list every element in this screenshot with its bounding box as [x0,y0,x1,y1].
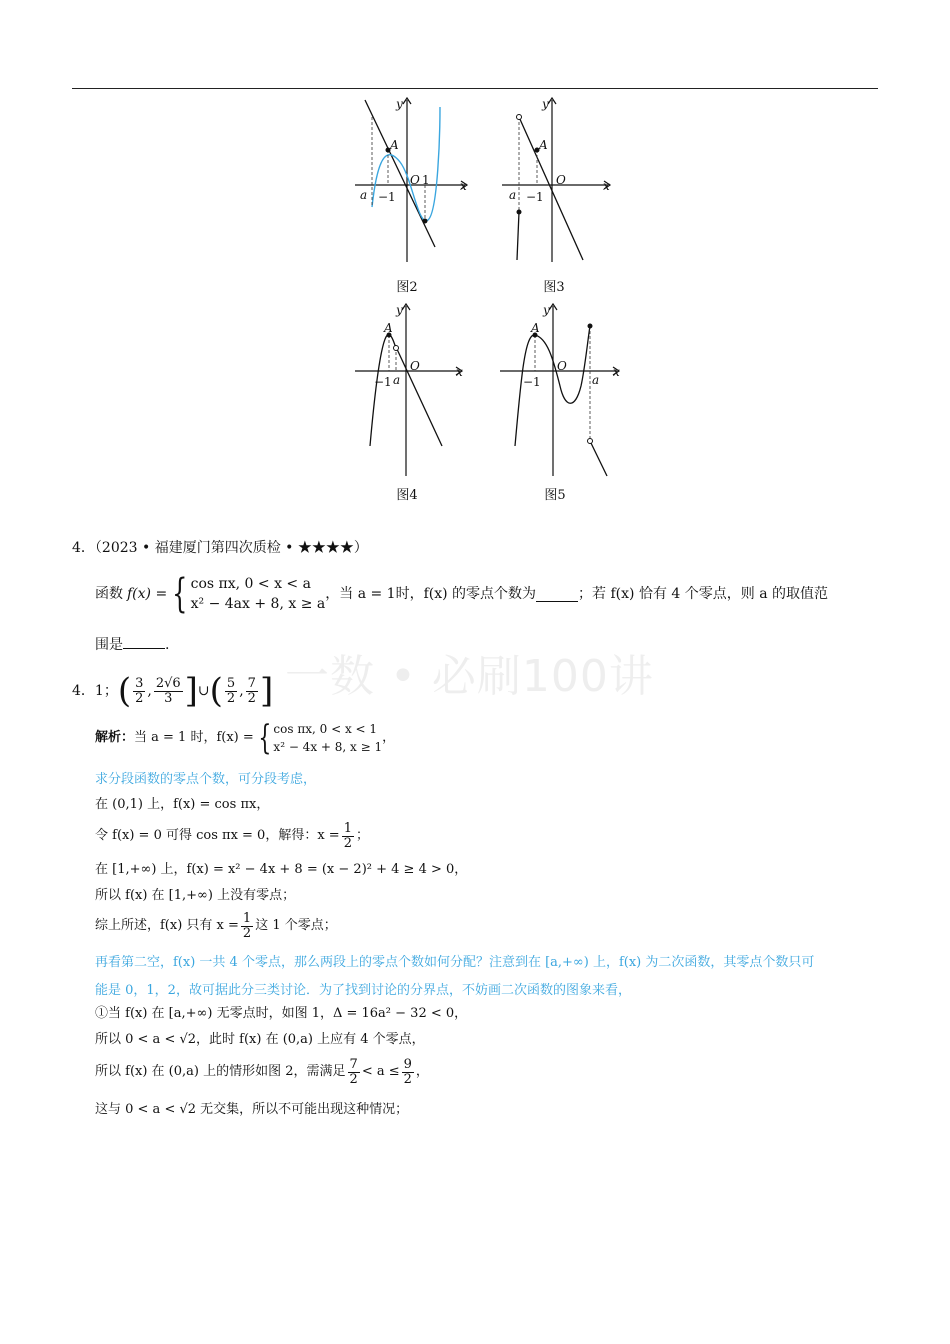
case-1: cos πx, 0 < x < 1 [273,722,378,736]
figure-5-graph [495,298,635,503]
solution-line-7: ①当 f(x) 在 [a,+∞) 无零点时，如图 1，Δ = 16a² − 32 < 0， [95,1006,468,1021]
frac-7-2: $\frac{7}{2}$ [247,675,256,706]
solution-line-3 [95,818,369,854]
case-2: x² − 4x + 8, x ≥ 1 [273,740,383,754]
solution-l3: 令 f(x) = 0 可得 cos πx = 0，解得：x = [95,828,340,843]
hint-1: 求分段函数的零点个数，可分段考虑， [95,772,317,787]
x-axis-label: x [603,179,610,193]
answer-line: 4．1； ( $\frac{3}{2}$ , $\frac{2√6}{3}$ ] ∪ ( $\frac{5}{2}$ , $\frac{7}{2}$ ] [72,671,274,711]
neg1-label: −1 [378,190,396,204]
neg1-label: −1 [374,375,392,389]
frac-1-2: $\frac{1}{2}$ [343,820,352,851]
frac-5-2: $\frac{5}{2}$ [226,675,236,706]
solution-label: 解析： [95,730,135,745]
solution-line-5: 所以 f(x) 在 [1,+∞) 上没有零点； [95,888,296,903]
frac-1-2-b: $\frac{1}{2}$ [242,910,252,941]
point-A-label: A [390,138,399,152]
y-axis-label: y [396,303,403,317]
piecewise-definition: { cos πx, 0 < x < a x² − 4ax + 8, x ≥ a [172,571,326,617]
frac-3-2: $\frac{3}{2}$ [135,675,144,706]
solution-l9-end: ， [415,1064,429,1079]
a-label: a [360,188,368,202]
solution-line-8: 所以 0 < a < √2，此时 f(x) 在 (0,a) 上应有 4 个零点， [95,1032,425,1047]
figure-3-caption: 图3 [543,280,565,295]
point-A-label: A [539,138,548,152]
frac-9-2: $\frac{9}{2}$ [403,1056,412,1087]
question-part-1: ，当 a = 1时，f(x) 的零点个数为 [325,586,537,602]
solution-line-9 [95,1052,429,1092]
y-axis-label: y [396,97,403,111]
figure-5-caption: 图5 [544,488,566,503]
answer-number: 4．1； [72,683,118,699]
question-source: （2023 • 福建厦门第四次质检 • ★★★★） [94,540,368,556]
origin-label: O [410,359,420,373]
one-label: 1 [422,173,430,187]
solution-l9: 所以 f(x) 在 (0,a) 上的情形如图 2，需满足 [95,1064,346,1079]
point-A-label: A [384,321,393,335]
solution-line-1 [95,718,395,758]
a-label: a [393,373,401,387]
solution-l6: 综上所述，f(x) 只有 x = [95,918,239,933]
question-part-3: 围是 [95,637,123,653]
y-axis-label: y [543,303,550,317]
header-rule [72,88,878,89]
solution-line-10: 这与 0 < a < √2 无交集，所以不可能出现这种情况； [95,1102,409,1117]
solution-l3-end: ； [355,828,369,843]
solution-line-4: 在 [1,+∞) 上，f(x) = x² − 4x + 8 = (x − 2)² + 4 ≥ 4 > 0， [95,862,468,877]
hint-2b: 能是 0，1，2，故可据此分三类讨论．为了找到讨论的分界点，不妨画二次函数的图象来看， [95,983,631,998]
figure-3 [490,92,630,295]
figure-2-caption: 图2 [396,280,418,295]
solution-line-6 [95,908,337,944]
neg1-label: −1 [523,375,541,389]
case-1: cos πx, 0 < x < a [190,576,311,592]
function-name: f(x) = [127,586,168,602]
hint-2a: 再看第二空，f(x) 一共 4 个零点，那么两段上的零点个数如何分配？注意到在 [a,+∞) 上，f(x) 为二次函数，其零点个数只可 [95,955,815,970]
question-header [72,538,368,558]
question-line-3 [95,634,169,655]
frac-2sqrt6-3: $\frac{2√6}{3}$ [155,675,181,706]
figure-5 [495,298,635,503]
answer-blank-2 [123,634,165,649]
figure-4 [350,298,480,503]
x-axis-label: x [460,179,467,193]
watermark: 一数 • 必刷100讲 [285,651,654,702]
figure-4-caption: 图4 [396,488,418,503]
answer-blank-1 [536,587,578,602]
question-end: . [165,637,170,653]
question-body [95,570,828,618]
piecewise-a1: { cos πx, 0 < x < 1 x² − 4x + 8, x ≥ 1 [258,718,383,758]
a-label: a [592,373,600,387]
question-part-2: ；若 f(x) 恰有 4 个零点，则 a 的取值范 [578,586,829,602]
x-axis-label: x [613,365,620,379]
x-axis-label: x [456,365,463,379]
frac-7-2-b: $\frac{7}{2}$ [349,1056,358,1087]
question-number: 4． [72,540,95,556]
neg1-label: −1 [526,190,544,204]
point-A-label: A [531,321,540,335]
solution-l1-end: ， [382,730,396,745]
origin-label: O [557,359,567,373]
solution-line-2: 在 (0,1) 上，f(x) = cos πx， [95,797,270,812]
figure-4-graph [350,298,480,503]
solution-l9-mid: < a ≤ [361,1064,400,1079]
origin-label: O [556,173,566,187]
case-2: x² − 4ax + 8, x ≥ a [190,596,326,612]
question-lead: 函数 [95,586,123,602]
a-label: a [509,188,517,202]
union-symbol: ∪ [197,683,210,699]
solution-l1: 当 a = 1 时，f(x) = [134,730,254,745]
figure-2 [340,92,480,295]
solution-l6-end: 这 1 个零点； [255,918,337,933]
y-axis-label: y [542,97,549,111]
origin-label: O [410,173,420,187]
